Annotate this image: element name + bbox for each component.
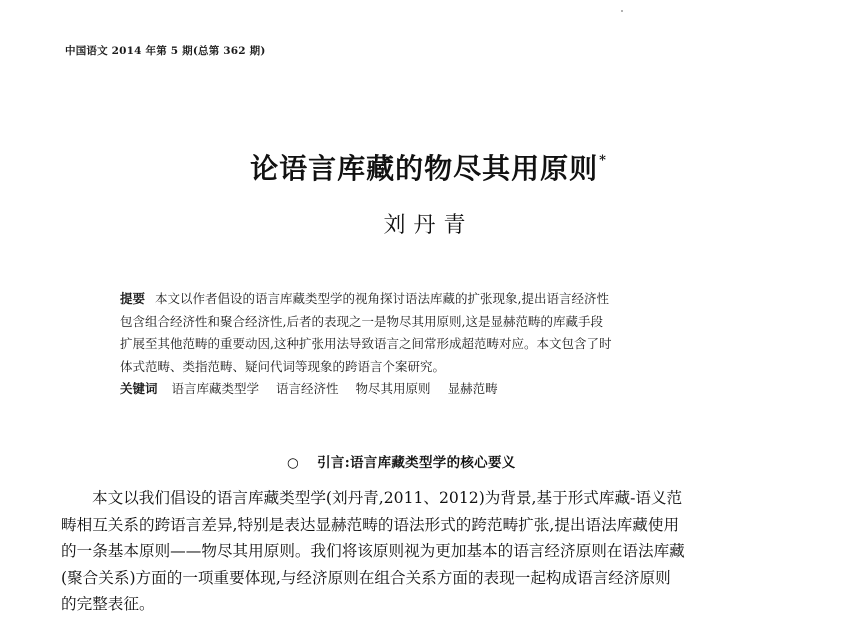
abstract (120, 288, 768, 401)
abstract-line: 扩展至其他范畴的重要动因,这种扩张用法导致语言之间常形成超范畴对应。本文包含了时 (120, 336, 612, 352)
scan-speck (621, 10, 623, 12)
body-text (61, 485, 806, 618)
section-title: 引言:语言库藏类型学的核心要义 (317, 455, 516, 471)
abstract-label: 提要 (120, 291, 146, 306)
article-title: 论语言库藏的物尽其用原则 (250, 152, 599, 185)
article-author: 刘丹青 (383, 213, 474, 238)
title-footnote-marker: * (599, 152, 607, 168)
body-line: 的一条基本原则——物尽其用原则。我们将该原则视为更加基本的语言经济原则在语法库藏 (61, 542, 685, 561)
journal-header: 中国语文 2014 年第 5 期(总第 362 期) (65, 45, 266, 57)
article-title-container (0, 147, 857, 187)
keyword: 物尽其用原则 (355, 381, 431, 397)
abstract-line: 体式范畴、类指范畴、疑问代词等现象的跨语言个案研究。 (120, 358, 446, 374)
body-line: (聚合关系)方面的一项重要体现,与经济原则在组合关系方面的表现一起构成语言经济原则 (61, 568, 671, 587)
abstract-text: 本文以作者倡设的语言库藏类型学的视角探讨语法库藏的扩张现象,提出语言经济性 (155, 291, 609, 306)
body-line: 本文以我们倡设的语言库藏类型学(刘丹青,2011、2012)为背景,基于形式库藏-语义范 (92, 489, 683, 507)
section-heading (287, 451, 516, 471)
body-line: 的完整表征。 (61, 595, 155, 614)
abstract-line: 包含组合经济性和聚合经济性,后者的表现之一是物尽其用原则,这是显赫范畴的库藏手段 (120, 313, 603, 329)
section-number: ○ (287, 455, 300, 471)
keywords-label: 关键词 (120, 381, 158, 397)
keyword: 语言经济性 (276, 381, 339, 397)
body-line: 畴相互关系的跨语言差异,特别是表达显赫范畴的语法形式的跨范畴扩张,提出语法库藏使用 (61, 515, 680, 534)
keywords (120, 378, 768, 401)
keyword: 显赫范畴 (447, 381, 498, 397)
keyword: 语言库藏类型学 (171, 381, 260, 397)
abstract-line (120, 288, 768, 311)
